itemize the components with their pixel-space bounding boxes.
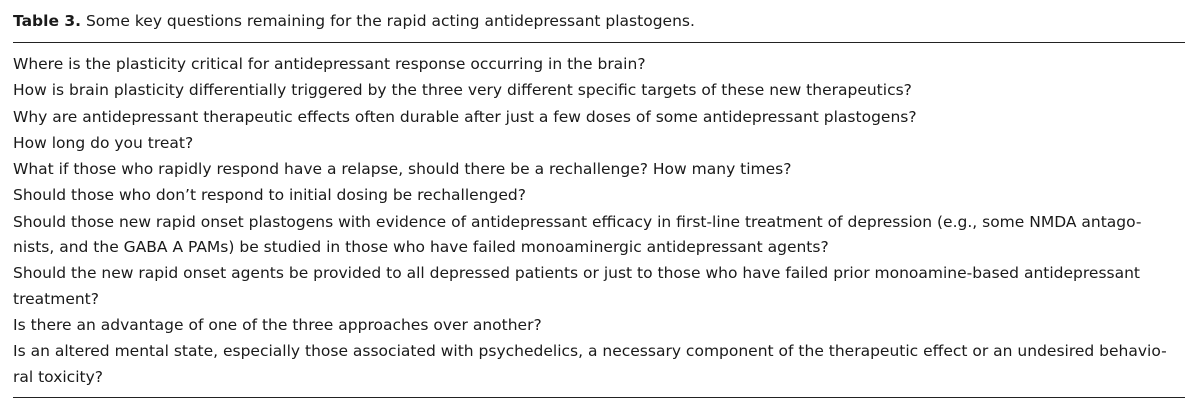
table-body (13, 52, 1185, 391)
table-label: Table 3. (13, 12, 82, 30)
table-row (13, 183, 1185, 208)
table-cell-line: Why are antidepressant therapeutic effects often durable after just a few doses of some antidepressant plastogens? (13, 107, 917, 126)
table-cell-line: treatment? (13, 289, 99, 308)
table-bottom-rule (13, 397, 1185, 398)
table-cell-line: Is there an advantage of one of the three approaches over another? (13, 315, 542, 334)
table-row (13, 261, 1185, 312)
table-cell-line: Should those who don’t respond to initial dosing be rechallenged? (13, 186, 526, 205)
table-caption (13, 0, 1185, 33)
table-cell-line: nists, and the GABA A PAMs) be studied in those who have failed monoaminergic antidepressant agents? (13, 238, 829, 257)
table-row (13, 105, 1185, 130)
table-row (13, 52, 1185, 77)
table-cell-line: ral toxicity? (13, 367, 103, 386)
table-row (13, 131, 1185, 156)
table-caption-text: Some key questions remaining for the rapid acting antidepressant plastogens. (85, 12, 695, 30)
table-row (13, 339, 1185, 390)
table-row (13, 210, 1185, 261)
table-cell-line: Is an altered mental state, especially those associated with psychedelics, a necessary component of the therapeutic effect or an undesired behavio- (13, 342, 1167, 361)
table-cell-line: Where is the plasticity critical for antidepressant response occurring in the brain? (13, 55, 646, 73)
table-cell-line: How is brain plasticity differentially triggered by the three very different specific targets of these new therapeutics? (13, 81, 912, 100)
table-row (13, 78, 1185, 103)
table-row (13, 157, 1185, 182)
table-top-rule (13, 42, 1185, 43)
table-row (13, 313, 1185, 338)
table-cell-line: Should those new rapid onset plastogens with evidence of antidepressant efficacy in first-line treatment of depression (e.g., some NMDA antago- (13, 212, 1142, 231)
table-cell-line: What if those who rapidly respond have a relapse, should there be a rechallenge? How many times? (13, 160, 792, 179)
table-cell-line: How long do you treat? (13, 133, 194, 152)
table-cell-line: Should the new rapid onset agents be provided to all depressed patients or just to those who have failed prior monoamine-based antidepressant (13, 264, 1140, 283)
